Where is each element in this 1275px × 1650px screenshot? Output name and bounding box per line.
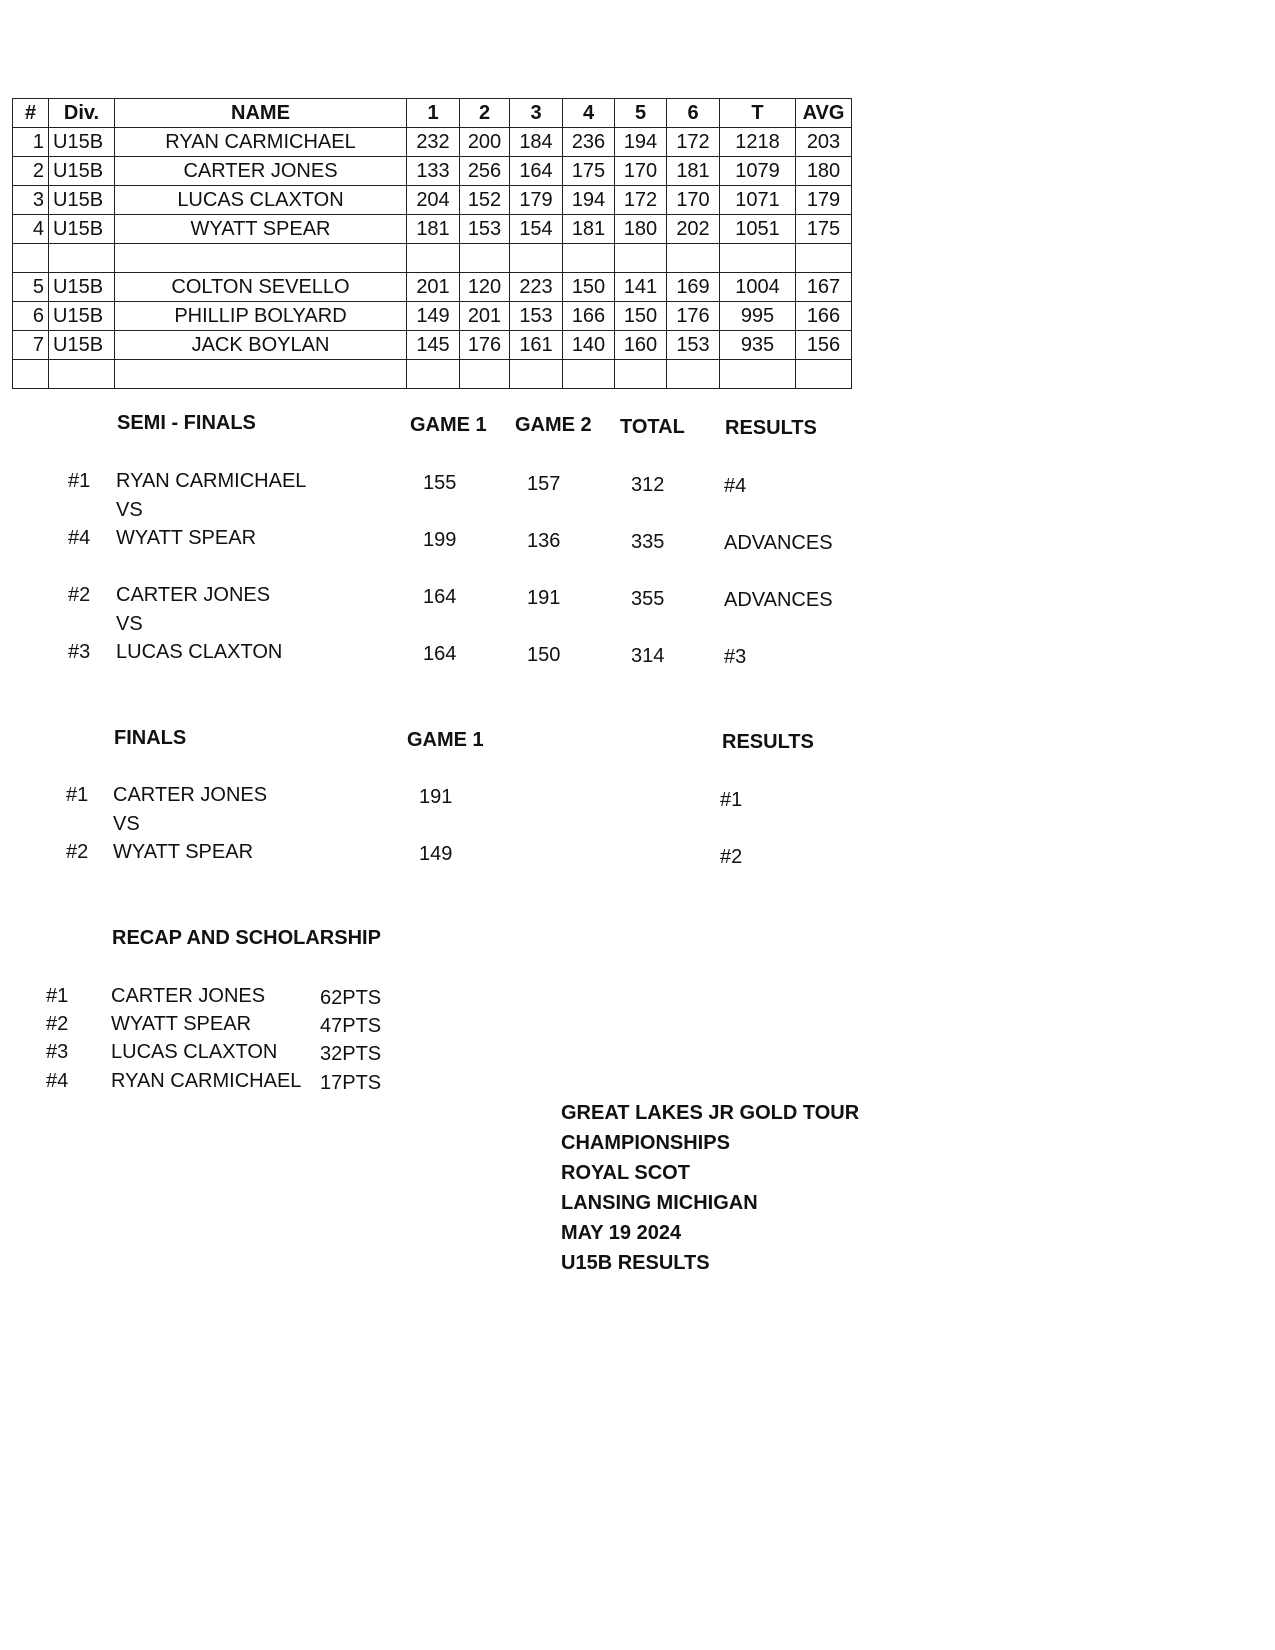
qualifying-col-header: 5	[615, 99, 667, 128]
table-cell: 1071	[720, 186, 796, 215]
qualifying-table	[12, 98, 852, 389]
table-cell: 202	[667, 215, 720, 244]
table-cell: 256	[460, 157, 510, 186]
player-name: RYAN CARMICHAEL	[116, 470, 307, 492]
table-cell	[563, 360, 615, 389]
table-cell	[49, 244, 115, 273]
table-cell: 200	[460, 128, 510, 157]
finals-title: FINALS	[114, 727, 187, 749]
table-cell: 935	[720, 331, 796, 360]
result-label: #4	[724, 475, 747, 497]
table-cell	[796, 244, 852, 273]
table-cell: 203	[796, 128, 852, 157]
table-cell: 152	[460, 186, 510, 215]
qualifying-col-header: 1	[407, 99, 460, 128]
table-cell: 169	[667, 273, 720, 302]
result-label: #1	[720, 789, 743, 811]
qualifying-col-header: T	[720, 99, 796, 128]
game1-score: 164	[423, 586, 457, 608]
table-cell: 166	[563, 302, 615, 331]
player-name: WYATT SPEAR	[116, 527, 257, 549]
table-cell: 133	[407, 157, 460, 186]
total-score: 355	[631, 588, 665, 610]
table-cell: 204	[407, 186, 460, 215]
table-cell: 153	[667, 331, 720, 360]
player-name-cell: LUCAS CLAXTON	[115, 186, 407, 215]
table-cell: 150	[615, 302, 667, 331]
qualifying-col-header: #	[13, 99, 49, 128]
player-name-cell: RYAN CARMICHAEL	[115, 128, 407, 157]
table-cell: 145	[407, 331, 460, 360]
semis-title: SEMI - FINALS	[117, 412, 256, 434]
place-label: #4	[46, 1070, 69, 1092]
points-value: 32PTS	[320, 1043, 382, 1065]
table-row	[13, 273, 852, 302]
table-cell: 5	[13, 273, 49, 302]
table-cell	[13, 360, 49, 389]
table-cell	[720, 244, 796, 273]
table-cell: 2	[13, 157, 49, 186]
table-cell: 232	[407, 128, 460, 157]
table-cell: 1218	[720, 128, 796, 157]
table-cell: 150	[563, 273, 615, 302]
table-cell: 194	[563, 186, 615, 215]
seed-label: #2	[68, 584, 91, 606]
table-cell: 4	[13, 215, 49, 244]
table-cell: U15B	[49, 273, 115, 302]
place-label: #3	[46, 1041, 69, 1063]
table-cell: 1	[13, 128, 49, 157]
qualifying-col-header: Div.	[49, 99, 115, 128]
game2-score: 136	[527, 530, 561, 552]
table-cell: 167	[796, 273, 852, 302]
player-name: LUCAS CLAXTON	[111, 1041, 278, 1063]
table-cell	[510, 244, 563, 273]
table-cell: 164	[510, 157, 563, 186]
blank-row	[13, 360, 852, 389]
table-cell	[667, 244, 720, 273]
table-cell	[510, 360, 563, 389]
table-cell	[115, 244, 407, 273]
player-name-cell: CARTER JONES	[115, 157, 407, 186]
player-name-cell: PHILLIP BOLYARD	[115, 302, 407, 331]
player-name: WYATT SPEAR	[113, 841, 254, 863]
event-line: MAY 19 2024	[561, 1222, 682, 1244]
table-cell: 184	[510, 128, 563, 157]
table-cell: 166	[796, 302, 852, 331]
qualifying-col-header: 2	[460, 99, 510, 128]
vs-label: VS	[116, 613, 143, 635]
player-name: CARTER JONES	[111, 985, 266, 1007]
table-cell: 7	[13, 331, 49, 360]
finals-results-header: RESULTS	[722, 731, 814, 753]
table-cell	[460, 360, 510, 389]
table-cell: 201	[460, 302, 510, 331]
game1-score: 155	[423, 472, 457, 494]
total-score: 335	[631, 531, 665, 553]
table-row	[13, 128, 852, 157]
table-cell: 179	[796, 186, 852, 215]
table-cell: U15B	[49, 157, 115, 186]
table-cell: 170	[615, 157, 667, 186]
table-cell: 149	[407, 302, 460, 331]
table-cell: 176	[667, 302, 720, 331]
qualifying-col-header: NAME	[115, 99, 407, 128]
semis-game1-header: GAME 1	[410, 414, 487, 436]
table-cell: 153	[460, 215, 510, 244]
table-cell: 172	[667, 128, 720, 157]
seed-label: #3	[68, 641, 91, 663]
seed-label: #2	[66, 841, 89, 863]
game1-score: 149	[419, 843, 453, 865]
table-cell: 170	[667, 186, 720, 215]
event-info	[561, 1098, 859, 1278]
table-cell: 153	[510, 302, 563, 331]
event-line: ROYAL SCOT	[561, 1162, 690, 1184]
semis-game2-header: GAME 2	[515, 414, 592, 436]
table-cell: U15B	[49, 302, 115, 331]
table-row	[13, 302, 852, 331]
vs-label: VS	[113, 813, 140, 835]
table-cell	[796, 360, 852, 389]
table-cell: 3	[13, 186, 49, 215]
event-line: LANSING MICHIGAN	[561, 1192, 758, 1214]
table-cell: 172	[615, 186, 667, 215]
player-name-cell: WYATT SPEAR	[115, 215, 407, 244]
table-cell: 180	[615, 215, 667, 244]
table-cell	[720, 360, 796, 389]
player-name: LUCAS CLAXTON	[116, 641, 283, 663]
table-cell: 181	[563, 215, 615, 244]
table-cell: 154	[510, 215, 563, 244]
table-cell: 181	[667, 157, 720, 186]
player-name: RYAN CARMICHAEL	[111, 1070, 302, 1092]
table-cell: 1051	[720, 215, 796, 244]
event-line: U15B RESULTS	[561, 1252, 710, 1274]
table-cell: 223	[510, 273, 563, 302]
table-cell: 176	[460, 331, 510, 360]
finals-game1-header: GAME 1	[407, 729, 484, 751]
table-cell: 6	[13, 302, 49, 331]
table-row	[13, 186, 852, 215]
table-row	[13, 215, 852, 244]
result-label: ADVANCES	[724, 589, 833, 611]
event-line: CHAMPIONSHIPS	[561, 1132, 730, 1154]
semis-results-header: RESULTS	[725, 417, 817, 439]
table-cell: 179	[510, 186, 563, 215]
table-cell: 201	[407, 273, 460, 302]
table-cell: U15B	[49, 128, 115, 157]
seed-label: #1	[68, 470, 91, 492]
table-cell: 160	[615, 331, 667, 360]
vs-label: VS	[116, 499, 143, 521]
player-name-cell: COLTON SEVELLO	[115, 273, 407, 302]
game1-score: 164	[423, 643, 457, 665]
table-cell	[407, 360, 460, 389]
table-cell	[49, 360, 115, 389]
game1-score: 191	[419, 786, 453, 808]
points-value: 62PTS	[320, 987, 382, 1009]
table-cell: 161	[510, 331, 563, 360]
game2-score: 157	[527, 473, 561, 495]
table-cell	[615, 360, 667, 389]
table-cell: 120	[460, 273, 510, 302]
table-cell	[615, 244, 667, 273]
table-cell: 180	[796, 157, 852, 186]
table-cell: 156	[796, 331, 852, 360]
table-cell: 1004	[720, 273, 796, 302]
player-name: CARTER JONES	[113, 784, 268, 806]
table-row	[13, 331, 852, 360]
qualifying-col-header: 4	[563, 99, 615, 128]
result-label: #3	[724, 646, 747, 668]
table-cell: 175	[563, 157, 615, 186]
points-value: 17PTS	[320, 1072, 382, 1094]
qualifying-header-row	[13, 99, 852, 128]
player-name-cell: JACK BOYLAN	[115, 331, 407, 360]
semis-total-header: TOTAL	[620, 416, 685, 438]
event-line: GREAT LAKES JR GOLD TOUR	[561, 1102, 860, 1124]
table-cell: 140	[563, 331, 615, 360]
result-label: #2	[720, 846, 743, 868]
qualifying-col-header: AVG	[796, 99, 852, 128]
table-cell: 236	[563, 128, 615, 157]
place-label: #2	[46, 1013, 69, 1035]
points-value: 47PTS	[320, 1015, 382, 1037]
table-cell: 194	[615, 128, 667, 157]
table-cell: 175	[796, 215, 852, 244]
blank-row	[13, 244, 852, 273]
table-cell: 1079	[720, 157, 796, 186]
qualifying-col-header: 3	[510, 99, 563, 128]
table-cell	[407, 244, 460, 273]
table-cell	[13, 244, 49, 273]
table-cell: U15B	[49, 186, 115, 215]
table-cell: 141	[615, 273, 667, 302]
seed-label: #1	[66, 784, 89, 806]
recap-title: RECAP AND SCHOLARSHIP	[112, 927, 381, 949]
table-cell	[563, 244, 615, 273]
table-cell: 181	[407, 215, 460, 244]
game2-score: 191	[527, 587, 561, 609]
table-cell	[115, 360, 407, 389]
total-score: 312	[631, 474, 665, 496]
result-label: ADVANCES	[724, 532, 833, 554]
place-label: #1	[46, 985, 69, 1007]
game2-score: 150	[527, 644, 561, 666]
table-cell	[667, 360, 720, 389]
seed-label: #4	[68, 527, 91, 549]
qualifying-col-header: 6	[667, 99, 720, 128]
table-cell	[460, 244, 510, 273]
game1-score: 199	[423, 529, 457, 551]
player-name: WYATT SPEAR	[111, 1013, 252, 1035]
table-cell: U15B	[49, 215, 115, 244]
table-cell: 995	[720, 302, 796, 331]
total-score: 314	[631, 645, 665, 667]
table-row	[13, 157, 852, 186]
player-name: CARTER JONES	[116, 584, 271, 606]
table-cell: U15B	[49, 331, 115, 360]
